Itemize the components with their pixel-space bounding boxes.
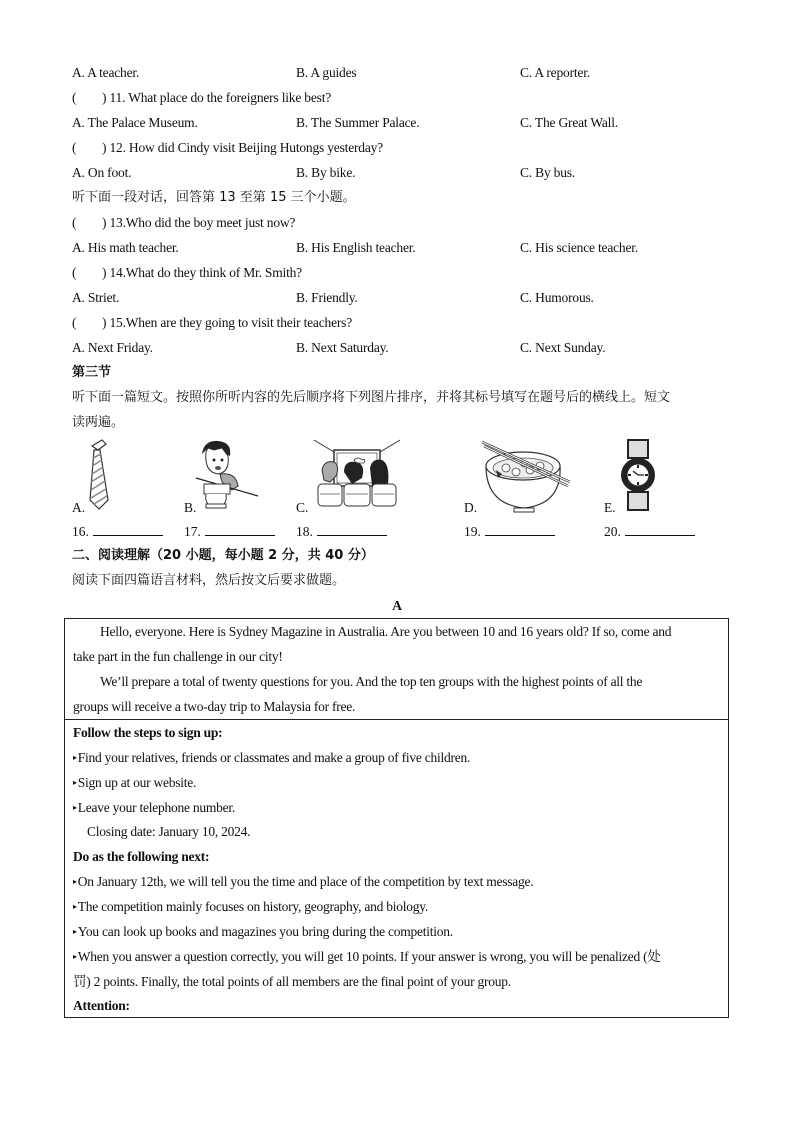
option-c: C. By bus.	[520, 165, 576, 180]
bullet-icon: ▸	[73, 753, 77, 762]
answer-blank-20[interactable]: 20.	[604, 521, 695, 541]
box-divider	[65, 719, 728, 720]
option-a: A. His math teacher.	[72, 240, 179, 255]
option-b: B. Friendly.	[296, 290, 358, 305]
question-text: 15.When are they going to visit their teachers?	[109, 315, 352, 330]
q15-options	[72, 338, 732, 358]
answer-blank-19[interactable]: 19.	[464, 521, 555, 541]
next-item: ▸The competition mainly focuses on history, geography, and biology.	[73, 899, 428, 914]
answer-paren[interactable]: (	[72, 140, 77, 155]
reading-instruction: 阅读下面四篇语言材料，然后按文后要求做题。	[72, 573, 346, 588]
option-b: B. A guides	[296, 65, 357, 80]
question-text: 11. What place do the foreigners like best?	[109, 90, 332, 105]
step-item: ▸Sign up at our website.	[73, 775, 197, 790]
passage-a-box	[64, 618, 729, 1018]
next-heading: Do as the following next:	[73, 849, 210, 864]
question-text: 12. How did Cindy visit Beijing Hutongs yesterday?	[109, 140, 383, 155]
intro-line-2: take part in the fun challenge in our city!	[73, 649, 283, 664]
instruction-13-15: 听下面一段对话，回答第 13 至第 15 三个小题。	[72, 190, 356, 205]
q14-options	[72, 288, 732, 308]
picture-label-e: E.	[604, 500, 616, 515]
option-a: A. On foot.	[72, 165, 132, 180]
option-b: B. The Summer Palace.	[296, 115, 420, 130]
answer-paren[interactable]: (	[72, 315, 77, 330]
answer-paren[interactable]: (	[72, 90, 77, 105]
next-item: ▸When you answer a question correctly, you will get 10 points. If your answer is wrong, you will be penalized (处	[73, 949, 661, 964]
answer-paren[interactable]: (	[72, 215, 77, 230]
reading-section-title: 二、阅读理解（20 小题，每小题 2 分，共 40 分）	[72, 548, 374, 563]
option-c: C. Next Sunday.	[520, 340, 606, 355]
answer-blank-16[interactable]: 16.	[72, 521, 163, 541]
intro-line-3: We’ll prepare a total of twenty questions for you. And the top ten groups with the highest points of all the	[100, 674, 643, 689]
answer-blank-18[interactable]: 18.	[296, 521, 387, 541]
bullet-icon: ▸	[73, 803, 77, 812]
section3-instruction-line2: 读两遍。	[72, 415, 125, 430]
picture-label-b: B.	[184, 500, 197, 515]
option-c: C. The Great Wall.	[520, 115, 618, 130]
question-13: ( ) 13.Who did the boy meet just now?	[72, 213, 295, 233]
bullet-icon: ▸	[73, 902, 77, 911]
wristwatch-icon	[618, 438, 658, 512]
q13-options	[72, 238, 732, 258]
q11-options	[72, 113, 732, 133]
bullet-icon: ▸	[73, 877, 77, 886]
option-c: C. Humorous.	[520, 290, 594, 305]
section3-title: 第三节	[72, 365, 112, 380]
q12-options	[72, 163, 732, 183]
next-item: ▸On January 12th, we will tell you the time and place of the competition by text message.	[73, 874, 534, 889]
intro-line-4: groups will receive a two-day trip to Malaysia for free.	[73, 699, 356, 714]
option-a: A. The Palace Museum.	[72, 115, 198, 130]
picture-label-a: A.	[72, 500, 86, 515]
passage-label: A	[392, 598, 402, 613]
option-a: A. A teacher.	[72, 65, 140, 80]
noodle-bowl-icon	[480, 438, 572, 514]
answer-paren[interactable]: (	[72, 265, 77, 280]
step-item: ▸Leave your telephone number.	[73, 800, 235, 815]
question-15: ( ) 15.When are they going to visit their teachers?	[72, 313, 352, 333]
next-item: ▸You can look up books and magazines you bring during the competition.	[73, 924, 453, 939]
attention-heading: Attention:	[73, 998, 130, 1013]
option-c: C. His science teacher.	[520, 240, 638, 255]
bullet-icon: ▸	[73, 952, 77, 961]
question-14: ( ) 14.What do they think of Mr. Smith?	[72, 263, 302, 283]
question-11: ( ) 11. What place do the foreigners like best?	[72, 88, 331, 108]
movie-theater-icon	[312, 438, 402, 510]
option-b: B. His English teacher.	[296, 240, 416, 255]
q10-options	[72, 63, 732, 83]
option-a: A. Striet.	[72, 290, 120, 305]
bullet-icon: ▸	[73, 778, 77, 787]
necktie-icon	[84, 438, 114, 510]
boy-with-cake-icon	[192, 438, 262, 512]
option-c: C. A reporter.	[520, 65, 590, 80]
section3-instruction-line1: 听下面一篇短文。按照你所听内容的先后顺序将下列图片排序，并将其标号填写在题号后的横线上。短文	[72, 390, 671, 405]
picture-label-c: C.	[296, 500, 309, 515]
option-b: B. Next Saturday.	[296, 340, 389, 355]
next-item-continuation: 罚) 2 points. Finally, the total points of all members are the final point of your group.	[73, 974, 511, 989]
question-text: 14.What do they think of Mr. Smith?	[109, 265, 302, 280]
option-a: A. Next Friday.	[72, 340, 153, 355]
option-b: B. By bike.	[296, 165, 356, 180]
picture-label-d: D.	[464, 500, 478, 515]
steps-heading: Follow the steps to sign up:	[73, 725, 223, 740]
closing-date: Closing date: January 10, 2024.	[87, 824, 251, 839]
question-text: 13.Who did the boy meet just now?	[109, 215, 296, 230]
bullet-icon: ▸	[73, 927, 77, 936]
answer-blank-17[interactable]: 17.	[184, 521, 275, 541]
intro-line-1: Hello, everyone. Here is Sydney Magazine in Australia. Are you between 10 and 16 years old? If so, come and	[100, 624, 672, 639]
question-12: ( ) 12. How did Cindy visit Beijing Hutongs yesterday?	[72, 138, 383, 158]
step-item: ▸Find your relatives, friends or classmates and make a group of five children.	[73, 750, 471, 765]
